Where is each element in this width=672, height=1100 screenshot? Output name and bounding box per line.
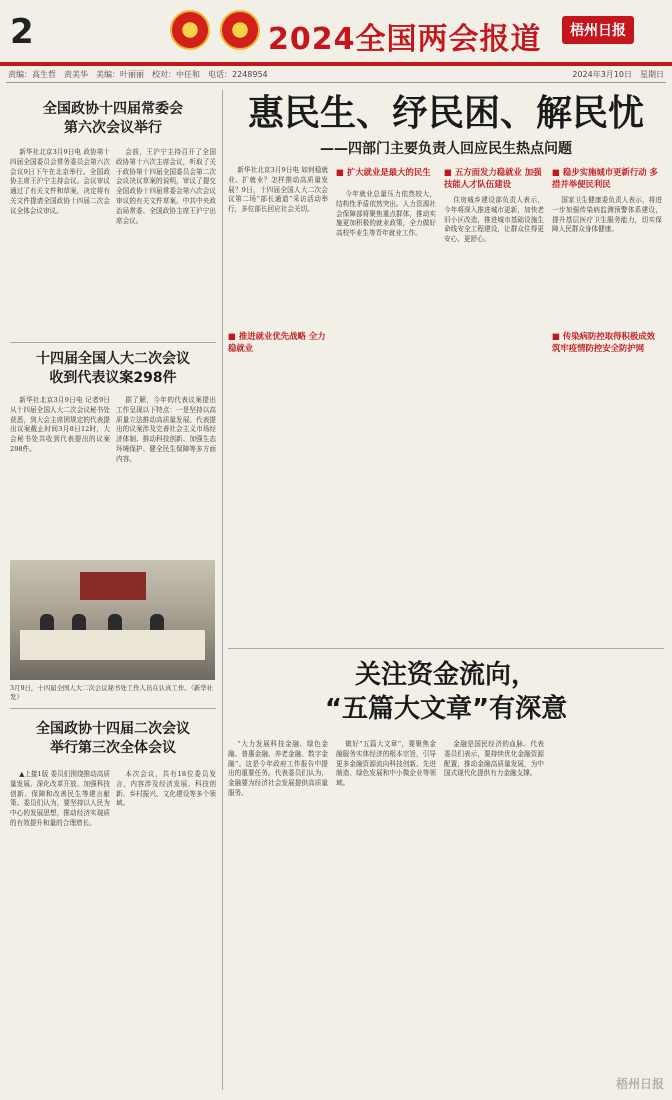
header-divider bbox=[6, 82, 666, 83]
paragraph: 新华社北京3月9日电 政协第十四届全国委员会常务委员会第六次会议9日下午在北京举行。全国政协主席王沪宁主持会议。会议审议通过了有关文件和草案，决定将有关文件提请全国政协十四届二次会议全体会议审议。 bbox=[10, 148, 110, 215]
divider bbox=[10, 342, 216, 343]
title-line: 全国政协十四届二次会议 bbox=[36, 721, 190, 737]
title-line: 收到代表议案298件 bbox=[49, 370, 177, 386]
lead-subhead-3: ■ 稳步实施城市更新行动 多措并举便民利民 bbox=[552, 167, 658, 189]
paragraph: 住房城乡建设部负责人表示，今年将深入推进城市更新，加快老旧小区改造，推进城市基础设施生命线安全工程建设，让群众住得更安心、更舒心。 bbox=[444, 196, 544, 244]
lead-subheadline: ——四部门主要负责人回应民生热点问题 bbox=[320, 141, 572, 157]
cppcc-emblem-icon bbox=[220, 10, 260, 50]
left-article-2-body-a bbox=[10, 396, 110, 554]
left-article-3-body-a bbox=[10, 770, 110, 1080]
paragraph: 做好“五篇大文章”，要聚焦金融服务实体经济的根本宗旨，引导更多金融资源流向科技创新、先进制造、绿色发展和中小微企业等领域。 bbox=[336, 740, 436, 788]
feature-column-1 bbox=[228, 740, 328, 1080]
divider bbox=[10, 708, 216, 709]
issue-date: 2024年3月10日 星期日 bbox=[572, 70, 664, 79]
title-line: 全国政协十四届常委会 bbox=[43, 101, 183, 117]
lead-headline: 惠民生、纾民困、解民忧 bbox=[247, 93, 644, 134]
left-article-1-body-a bbox=[10, 148, 110, 338]
left-article-2-body-b bbox=[116, 396, 216, 554]
paragraph: 金融是国民经济的血脉。代表委员们表示，要持续优化金融资源配置，推动金融高质量发展，为中国式现代化提供有力金融支撑。 bbox=[444, 740, 544, 778]
paragraph: 今年就业总量压力依然较大，结构性矛盾依然突出。人力资源社会保障部将聚焦重点群体，推动实施更加积极的就业政策，全力做好高校毕业生等青年就业工作。 bbox=[336, 190, 436, 238]
page-number: 2 bbox=[10, 12, 34, 52]
headline-line: 关注资金流向， bbox=[354, 660, 537, 690]
photo-caption: 3月9日，十四届全国人大二次会议秘书处工作人员在认真工作。（新华社发） bbox=[10, 684, 214, 701]
lead-column-1 bbox=[228, 166, 328, 636]
masthead bbox=[0, 0, 672, 70]
paragraph: 新华社北京3月9日电 如何稳就业、扩就业？怎样推动高质量发展？9日，十四届全国人大二次会议第二场“部长通道”采访活动举行，多位部长回应社会关切。 bbox=[228, 166, 328, 214]
title-line: 第六次会议举行 bbox=[64, 120, 162, 136]
left-article-1-body-b bbox=[116, 148, 216, 338]
left-article-1-title bbox=[10, 100, 216, 138]
lead-subhead-2: ■ 五方面发力稳就业 加强技能人才队伍建设 bbox=[444, 167, 542, 189]
paper-logo: 梧州日报 bbox=[562, 16, 634, 44]
title-line: 十四届全国人大二次会议 bbox=[36, 351, 190, 367]
emblems bbox=[170, 10, 260, 50]
column-divider bbox=[222, 90, 223, 1090]
paragraph: 国家卫生健康委负责人表示，将进一步加强传染病监测预警体系建设，提升基层医疗卫生服务能力，切实保障人民群众身体健康。 bbox=[552, 196, 662, 234]
paragraph: 本次会议，共有18位委员发言，内容涉及经济发展、科技创新、乡村振兴、文化建设等多个领域。 bbox=[116, 770, 216, 808]
feature-headline bbox=[228, 658, 664, 726]
lead-subhead-5: ■ 推进就业优先战略 全力稳就业 bbox=[228, 331, 326, 353]
paragraph: “大力发展科技金融、绿色金融、普惠金融、养老金融、数字金融”。这是今年政府工作报告中提出的重要任务。代表委员们认为，金融要为经济社会发展提供高质量服务。 bbox=[228, 740, 328, 797]
watermark: 梧州日报 bbox=[615, 1077, 664, 1091]
paragraph: ▲上接1版 委员们围绕推动高质量发展、深化改革开放、加强科技创新、保障和改善民生等建言献策。委员们认为，要坚持以人民为中心的发展思想，推动经济实现质的有效提升和量的合理增长。 bbox=[10, 770, 110, 827]
divider bbox=[228, 648, 664, 649]
lead-subhead-1: ■ 扩大就业是最大的民生 bbox=[336, 167, 431, 177]
feature-column-2 bbox=[336, 740, 436, 1080]
news-photo bbox=[10, 560, 215, 680]
lead-column-2 bbox=[336, 190, 436, 636]
photo-screen bbox=[80, 572, 146, 600]
lead-column-3 bbox=[444, 196, 544, 636]
lead-subhead-4: ■ 传染病防控取得积极成效 筑牢疫情防控安全防护网 bbox=[552, 331, 655, 353]
headline-line: “五篇大文章”有深意 bbox=[324, 694, 568, 724]
left-article-2-title bbox=[10, 350, 216, 388]
national-emblem-icon bbox=[170, 10, 210, 50]
editor-info: 责编：高生哲 责美华 美编：叶丽丽 校对：中任和 电话：2248954 bbox=[8, 70, 268, 79]
paragraph: 据了解，今年的代表议案提出工作呈现以下特点：一是坚持以高质量立法推动高质量发展。代表提出的议案涉及完善社会主义市场经济体制、推动科技创新、加强生态环境保护、健全民生保障等多方面内容。 bbox=[116, 396, 216, 463]
paragraph: 会前，王沪宁主持召开了全国政协第十六次主席会议，听取了关于政协第十四届全国委员会第二次会议决议草案的说明，审议了提交全国政协十四届常委会第六次会议审议的有关文件草案。中共中央政治局常委、全国政协主席王沪宁出席会议。 bbox=[116, 148, 216, 225]
paragraph: 新华社北京3月9日电 记者9日从十四届全国人大二次会议秘书处获悉，到大会主席团规定的代表提出议案截止时间3月8日12时，大会秘书处共收到代表提出的议案298件。 bbox=[10, 396, 110, 453]
left-article-3-title bbox=[10, 720, 216, 758]
lead-column-4 bbox=[552, 196, 662, 636]
masthead-rule bbox=[0, 62, 672, 66]
title-line: 举行第三次全体会议 bbox=[50, 740, 176, 756]
left-article-3-body-b bbox=[116, 770, 216, 1080]
feature-column-3 bbox=[444, 740, 544, 1080]
photo-table bbox=[20, 630, 205, 660]
banner-title: 2024全国两会报道 bbox=[268, 22, 542, 57]
info-bar bbox=[8, 69, 664, 80]
